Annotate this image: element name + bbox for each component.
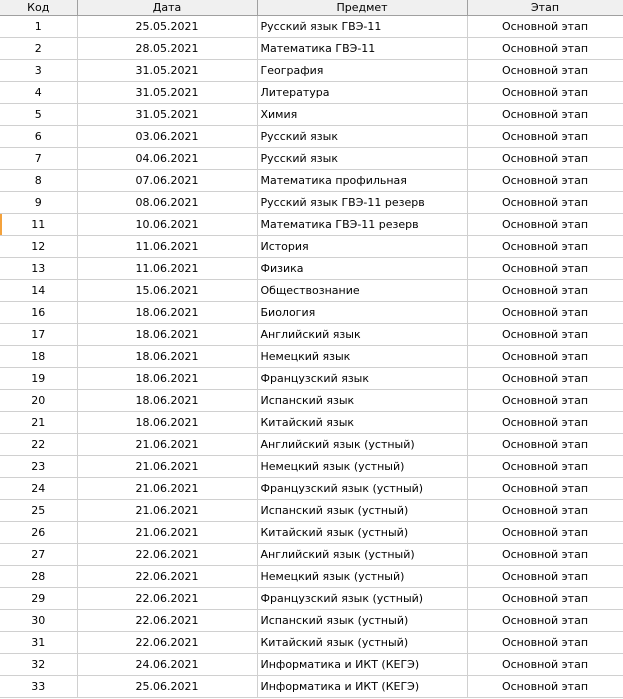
- table-row[interactable]: [0, 192, 623, 214]
- cell-code[interactable]: 26: [0, 522, 77, 544]
- table-row[interactable]: [0, 368, 623, 390]
- cell-date[interactable]: 31.05.2021: [77, 60, 257, 82]
- cell-subject[interactable]: Русский язык: [257, 148, 467, 170]
- table-row[interactable]: [0, 544, 623, 566]
- cell-stage[interactable]: Основной этап: [467, 566, 623, 588]
- cell-code[interactable]: 12: [0, 236, 77, 258]
- cell-date[interactable]: 03.06.2021: [77, 126, 257, 148]
- cell-stage[interactable]: Основной этап: [467, 38, 623, 60]
- table-row[interactable]: [0, 588, 623, 610]
- cell-stage[interactable]: Основной этап: [467, 368, 623, 390]
- table-row[interactable]: [0, 346, 623, 368]
- cell-subject[interactable]: Русский язык: [257, 126, 467, 148]
- cell-date[interactable]: 18.06.2021: [77, 390, 257, 412]
- cell-code[interactable]: 30: [0, 610, 77, 632]
- cell-date[interactable]: 11.06.2021: [77, 236, 257, 258]
- cell-stage[interactable]: Основной этап: [467, 500, 623, 522]
- cell-stage[interactable]: Основной этап: [467, 456, 623, 478]
- cell-code[interactable]: 13: [0, 258, 77, 280]
- cell-subject[interactable]: Английский язык (устный): [257, 544, 467, 566]
- cell-subject[interactable]: Испанский язык (устный): [257, 500, 467, 522]
- cell-subject[interactable]: Китайский язык: [257, 412, 467, 434]
- table-row[interactable]: [0, 170, 623, 192]
- cell-date[interactable]: 22.06.2021: [77, 544, 257, 566]
- cell-date[interactable]: 21.06.2021: [77, 456, 257, 478]
- cell-code[interactable]: 2: [0, 38, 77, 60]
- cell-subject[interactable]: География: [257, 60, 467, 82]
- cell-date[interactable]: 31.05.2021: [77, 82, 257, 104]
- table-row[interactable]: [0, 126, 623, 148]
- cell-stage[interactable]: Основной этап: [467, 82, 623, 104]
- header-row: [0, 0, 623, 16]
- cell-subject[interactable]: Русский язык ГВЭ-11 резерв: [257, 192, 467, 214]
- cell-code[interactable]: 21: [0, 412, 77, 434]
- cell-code[interactable]: 9: [0, 192, 77, 214]
- cell-subject[interactable]: Химия: [257, 104, 467, 126]
- column-header-date[interactable]: Дата: [77, 0, 257, 16]
- cell-stage[interactable]: Основной этап: [467, 192, 623, 214]
- cell-stage[interactable]: Основной этап: [467, 544, 623, 566]
- cell-stage[interactable]: Основной этап: [467, 280, 623, 302]
- cell-subject[interactable]: Немецкий язык (устный): [257, 456, 467, 478]
- cell-subject[interactable]: Информатика и ИКТ (КЕГЭ): [257, 676, 467, 698]
- cell-date[interactable]: 21.06.2021: [77, 434, 257, 456]
- cell-stage[interactable]: Основной этап: [467, 302, 623, 324]
- cell-code[interactable]: 18: [0, 346, 77, 368]
- table-row[interactable]: [0, 60, 623, 82]
- cell-code[interactable]: 32: [0, 654, 77, 676]
- cell-date[interactable]: 08.06.2021: [77, 192, 257, 214]
- cell-subject[interactable]: Французский язык (устный): [257, 478, 467, 500]
- cell-code[interactable]: 20: [0, 390, 77, 412]
- column-header-subject[interactable]: Предмет: [257, 0, 467, 16]
- table-row[interactable]: [0, 500, 623, 522]
- cell-subject[interactable]: Физика: [257, 258, 467, 280]
- cell-date[interactable]: 21.06.2021: [77, 500, 257, 522]
- cell-stage[interactable]: Основной этап: [467, 610, 623, 632]
- cell-date[interactable]: 25.05.2021: [77, 16, 257, 38]
- cell-date[interactable]: 10.06.2021: [77, 214, 257, 236]
- table-row[interactable]: [0, 38, 623, 60]
- cell-date[interactable]: 31.05.2021: [77, 104, 257, 126]
- cell-stage[interactable]: Основной этап: [467, 346, 623, 368]
- cell-code[interactable]: 11: [0, 214, 77, 236]
- cell-subject[interactable]: Французский язык: [257, 368, 467, 390]
- cell-subject[interactable]: История: [257, 236, 467, 258]
- cell-code[interactable]: 7: [0, 148, 77, 170]
- cell-date[interactable]: 28.05.2021: [77, 38, 257, 60]
- cell-code[interactable]: 29: [0, 588, 77, 610]
- cell-subject[interactable]: Французский язык (устный): [257, 588, 467, 610]
- cell-subject[interactable]: Испанский язык: [257, 390, 467, 412]
- table-row[interactable]: [0, 522, 623, 544]
- cell-code[interactable]: 28: [0, 566, 77, 588]
- table-row[interactable]: [0, 632, 623, 654]
- cell-code[interactable]: 17: [0, 324, 77, 346]
- table-row[interactable]: [0, 82, 623, 104]
- table-row[interactable]: [0, 676, 623, 698]
- cell-stage[interactable]: Основной этап: [467, 478, 623, 500]
- cell-subject[interactable]: Обществознание: [257, 280, 467, 302]
- cell-date[interactable]: 18.06.2021: [77, 302, 257, 324]
- cell-subject[interactable]: Информатика и ИКТ (КЕГЭ): [257, 654, 467, 676]
- table-row[interactable]: [0, 390, 623, 412]
- cell-code[interactable]: 5: [0, 104, 77, 126]
- table-row[interactable]: [0, 148, 623, 170]
- cell-date[interactable]: 18.06.2021: [77, 324, 257, 346]
- table-row[interactable]: [0, 566, 623, 588]
- cell-subject[interactable]: Биология: [257, 302, 467, 324]
- table-row[interactable]: [0, 104, 623, 126]
- cell-date[interactable]: 22.06.2021: [77, 610, 257, 632]
- cell-date[interactable]: 22.06.2021: [77, 632, 257, 654]
- table-row[interactable]: [0, 654, 623, 676]
- cell-subject[interactable]: Математика профильная: [257, 170, 467, 192]
- cell-date[interactable]: 24.06.2021: [77, 654, 257, 676]
- table-row[interactable]: [0, 456, 623, 478]
- cell-stage[interactable]: Основной этап: [467, 522, 623, 544]
- cell-date[interactable]: 21.06.2021: [77, 522, 257, 544]
- cell-code[interactable]: 27: [0, 544, 77, 566]
- cell-stage[interactable]: Основной этап: [467, 434, 623, 456]
- table-row[interactable]: [0, 302, 623, 324]
- cell-stage[interactable]: Основной этап: [467, 588, 623, 610]
- cell-subject[interactable]: Математика ГВЭ-11: [257, 38, 467, 60]
- cell-code[interactable]: 16: [0, 302, 77, 324]
- table-row[interactable]: [0, 16, 623, 38]
- table-row[interactable]: [0, 610, 623, 632]
- cell-stage[interactable]: Основной этап: [467, 258, 623, 280]
- cell-code[interactable]: 3: [0, 60, 77, 82]
- cell-stage[interactable]: Основной этап: [467, 214, 623, 236]
- cell-stage[interactable]: Основной этап: [467, 104, 623, 126]
- cell-subject[interactable]: Испанский язык (устный): [257, 610, 467, 632]
- cell-code[interactable]: 19: [0, 368, 77, 390]
- cell-stage[interactable]: Основной этап: [467, 16, 623, 38]
- cell-code[interactable]: 4: [0, 82, 77, 104]
- cell-stage[interactable]: Основной этап: [467, 126, 623, 148]
- cell-date[interactable]: 21.06.2021: [77, 478, 257, 500]
- table-row[interactable]: [0, 214, 623, 236]
- cell-code[interactable]: 31: [0, 632, 77, 654]
- cell-stage[interactable]: Основной этап: [467, 412, 623, 434]
- cell-subject[interactable]: Немецкий язык (устный): [257, 566, 467, 588]
- cell-subject[interactable]: Китайский язык (устный): [257, 522, 467, 544]
- column-header-code[interactable]: Код: [0, 0, 77, 16]
- table-row[interactable]: [0, 412, 623, 434]
- cell-stage[interactable]: Основной этап: [467, 60, 623, 82]
- cell-code[interactable]: 22: [0, 434, 77, 456]
- cell-subject[interactable]: Китайский язык (устный): [257, 632, 467, 654]
- cell-subject[interactable]: Русский язык ГВЭ-11: [257, 16, 467, 38]
- cell-subject[interactable]: Математика ГВЭ-11 резерв: [257, 214, 467, 236]
- cell-date[interactable]: 18.06.2021: [77, 412, 257, 434]
- cell-date[interactable]: 18.06.2021: [77, 346, 257, 368]
- cell-stage[interactable]: Основной этап: [467, 676, 623, 698]
- cell-date[interactable]: 22.06.2021: [77, 566, 257, 588]
- table-row[interactable]: [0, 280, 623, 302]
- cell-code[interactable]: 23: [0, 456, 77, 478]
- cell-code[interactable]: 14: [0, 280, 77, 302]
- table-row[interactable]: [0, 236, 623, 258]
- cell-subject[interactable]: Английский язык (устный): [257, 434, 467, 456]
- cell-code[interactable]: 1: [0, 16, 77, 38]
- cell-subject[interactable]: Немецкий язык: [257, 346, 467, 368]
- cell-date[interactable]: 15.06.2021: [77, 280, 257, 302]
- cell-subject[interactable]: Литература: [257, 82, 467, 104]
- cell-code[interactable]: 33: [0, 676, 77, 698]
- cell-subject[interactable]: Английский язык: [257, 324, 467, 346]
- cell-date[interactable]: 25.06.2021: [77, 676, 257, 698]
- column-header-stage[interactable]: Этап: [467, 0, 623, 16]
- cell-code[interactable]: 8: [0, 170, 77, 192]
- cell-stage[interactable]: Основной этап: [467, 390, 623, 412]
- table-row[interactable]: [0, 324, 623, 346]
- cell-code[interactable]: 24: [0, 478, 77, 500]
- table-row[interactable]: [0, 434, 623, 456]
- cell-stage[interactable]: Основной этап: [467, 632, 623, 654]
- cell-date[interactable]: 11.06.2021: [77, 258, 257, 280]
- cell-date[interactable]: 22.06.2021: [77, 588, 257, 610]
- cell-date[interactable]: 18.06.2021: [77, 368, 257, 390]
- table-row[interactable]: [0, 258, 623, 280]
- cell-stage[interactable]: Основной этап: [467, 170, 623, 192]
- cell-stage[interactable]: Основной этап: [467, 324, 623, 346]
- cell-stage[interactable]: Основной этап: [467, 654, 623, 676]
- cell-date[interactable]: 04.06.2021: [77, 148, 257, 170]
- cell-code[interactable]: 6: [0, 126, 77, 148]
- cell-stage[interactable]: Основной этап: [467, 148, 623, 170]
- table-row[interactable]: [0, 478, 623, 500]
- cell-stage[interactable]: Основной этап: [467, 236, 623, 258]
- cell-date[interactable]: 07.06.2021: [77, 170, 257, 192]
- cell-code[interactable]: 25: [0, 500, 77, 522]
